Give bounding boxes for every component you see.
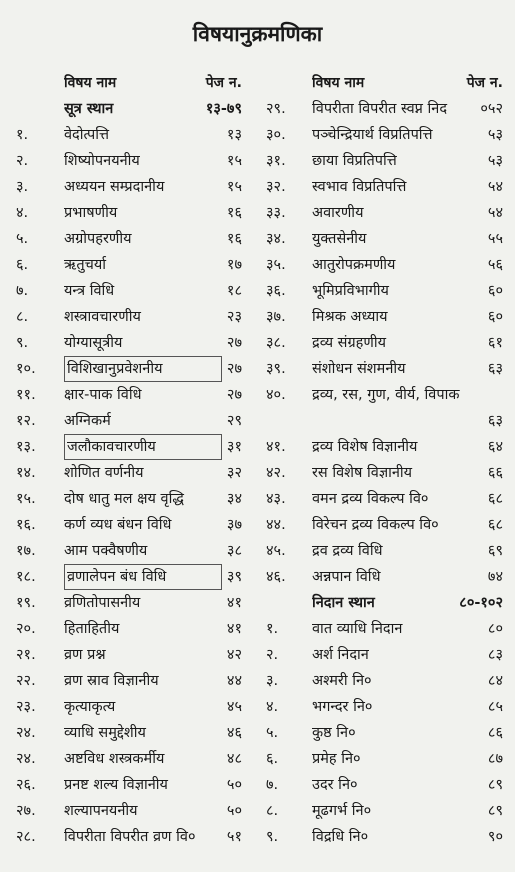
entry-title: व्याधि समुद्देशीय [64,725,146,741]
entry-title: अश्मरी नि० [312,673,372,689]
toc-entry [262,226,515,252]
toc-entry [0,460,262,486]
entry-number: ९. [16,335,29,351]
entry-title: शस्त्रावचारणीय [64,309,141,325]
entry-number: १५. [16,491,36,507]
entry-page: ८० [487,621,503,637]
entry-page: ५४ [487,205,503,221]
entry-number: ३६. [266,283,286,299]
entry-number: ५. [266,725,279,741]
entry-page: २७ [226,361,242,377]
entry-page: ६३ [487,361,503,377]
toc-entry [262,304,515,330]
entry-number: १३. [16,439,36,455]
entry-title: यन्त्र विधि [64,283,115,299]
entry-number: १९. [16,595,36,611]
entry-number: ६. [16,257,29,273]
toc-entry [262,668,515,694]
entry-title: जलौकावचारणीय [64,434,222,460]
toc-entry [0,642,262,668]
entry-number: ३४. [266,231,286,247]
entry-page: ५१ [226,829,242,845]
header-subject: विषय नाम [312,75,365,91]
entry-title: आम पक्वैषणीय [64,543,148,559]
toc-entry [262,486,515,512]
entry-page: १७ [226,257,242,273]
entry-page: २९ [226,413,242,429]
toc-entry [0,694,262,720]
toc-entry [0,330,262,356]
entry-title: द्रव्य संग्रहणीय [312,335,387,351]
toc-entry [0,798,262,824]
entry-page: ६० [487,283,503,299]
entry-number: २९. [266,101,286,117]
entry-page: १५ [226,179,242,195]
header-page: पेज न. [205,75,242,91]
entry-title: शल्यापनयनीय [64,803,138,819]
entry-page: ८३ [487,647,503,663]
toc-entry [262,252,515,278]
entry-title: अष्टविध शस्त्रकर्मीय [64,751,165,767]
entry-title: संशोधन संशमनीय [312,361,406,377]
toc-entry [0,200,262,226]
entry-title: कुष्ठ नि० [312,725,356,741]
entry-title: ऋतुचर्या [64,257,107,273]
entry-page: २७ [226,387,242,403]
toc-entry [262,382,515,434]
entry-title: द्रव्य, रस, गुण, वीर्य, विपाक [312,387,460,403]
entry-title: द्रव द्रव्य विधि [312,543,383,559]
entry-number: ३८. [266,335,286,351]
entry-page: ३९ [226,569,242,585]
entry-page: ०५२ [480,101,503,117]
entry-title: विशिखानुप्रवेशनीय [64,356,222,382]
entry-title: सूत्र स्थान [64,101,114,117]
entry-number: ३७. [266,309,286,325]
entry-page: ६९ [487,543,503,559]
toc-entry [0,304,262,330]
entry-page: ४१ [226,621,242,637]
entry-page: ४८ [226,751,242,767]
toc-entry [0,538,262,564]
entry-title: उदर नि० [312,777,358,793]
entry-title: मूढगर्भ नि० [312,803,372,819]
toc-entry [0,408,262,434]
entry-page: १३-७९ [205,101,242,117]
toc-entry [0,590,262,616]
entry-page: ४१ [226,595,242,611]
entry-page: ६६ [487,465,503,481]
entry-number: ३५. [266,257,286,273]
entry-number: ३३. [266,205,286,221]
entry-number: १. [266,621,279,637]
entry-page: ७४ [487,569,503,585]
entry-title: हिताहितीय [64,621,120,637]
toc-entry [262,174,515,200]
entry-number: १७. [16,543,36,559]
toc-entry [0,772,262,798]
entry-number: २७. [16,803,36,819]
header-subject: विषय नाम [64,75,117,91]
entry-page: ६४ [487,439,503,455]
entry-title: छाया विप्रतिपत्ति [312,153,397,169]
entry-page: ४५ [226,699,242,715]
toc-header [0,70,262,96]
toc-entry [0,824,262,850]
entry-title: मिश्रक अध्याय [312,309,388,325]
toc-entry [262,564,515,590]
entry-title: रस विशेष विज्ञानीय [312,465,413,481]
toc-entry [262,720,515,746]
toc-section-heading [0,96,262,122]
entry-title: द्रव्य विशेष विज्ञानीय [312,439,418,455]
entry-number: ३०. [266,127,286,143]
entry-number: १. [16,127,29,143]
toc-column-right [262,70,515,850]
entry-number: ४६. [266,569,286,585]
toc-entry [0,616,262,642]
toc-entry [262,434,515,460]
entry-number: ८. [16,309,29,325]
entry-number: ४२. [266,465,286,481]
entry-title: वेदोत्पत्ति [64,127,110,143]
entry-title: प्रभाषणीय [64,205,118,221]
entry-number: २२. [16,673,36,689]
entry-number: ४४. [266,517,286,533]
entry-title: विद्रधि नि० [312,829,369,845]
entry-title: योग्यासूत्रीय [64,335,123,351]
entry-number: ७. [16,283,29,299]
entry-number: ११. [16,387,36,403]
entry-page: ८९ [487,803,503,819]
entry-page: ९० [487,829,503,845]
entry-page: ६० [487,309,503,325]
toc-entry [262,278,515,304]
toc-entry [262,538,515,564]
toc-entry [262,824,515,850]
toc-entry [262,772,515,798]
toc-entry [262,798,515,824]
entry-number: ४१. [266,439,286,455]
toc-entry [0,148,262,174]
entry-page: ५० [226,777,242,793]
toc-entry [262,200,515,226]
toc-entry [0,434,262,460]
entry-number: २८. [16,829,36,845]
entry-number: ५. [16,231,29,247]
entry-page: ६८ [487,517,503,533]
entry-page: २३ [226,309,242,325]
entry-page: ८०-१०२ [459,595,503,611]
entry-title: प्रनष्ट शल्य विज्ञानीय [64,777,168,793]
entry-number: २३. [16,699,36,715]
entry-page: ५० [226,803,242,819]
entry-number: १६. [16,517,36,533]
toc-entry [0,174,262,200]
entry-page: ८६ [487,725,503,741]
entry-number: २. [266,647,279,663]
toc-entry [262,694,515,720]
entry-title: विपरीता विपरीत व्रण वि० [64,829,196,845]
entry-number: ९. [266,829,279,845]
entry-page: ५४ [487,179,503,195]
entry-title: भगन्दर नि० [312,699,373,715]
toc-entry [262,512,515,538]
entry-page: ८९ [487,777,503,793]
entry-title: शोणित वर्णनीय [64,465,144,481]
entry-number: २१. [16,647,36,663]
entry-page: १५ [226,153,242,169]
entry-number: ७. [266,777,279,793]
entry-title: आतुरोपक्रमणीय [312,257,396,273]
toc-entry [0,356,262,382]
toc-entry [0,564,262,590]
entry-title: अग्निकर्म [64,413,111,429]
entry-number: २४. [16,751,36,767]
toc-entry [0,668,262,694]
entry-page: ८५ [487,699,503,715]
entry-title: भूमिप्रविभागीय [312,283,389,299]
entry-number: २. [16,153,29,169]
entry-title: विपरीता विपरीत स्वप्न निद [312,101,448,117]
entry-title: वात व्याधि निदान [312,621,403,637]
entry-page: ६१ [487,335,503,351]
entry-number: १०. [16,361,36,377]
entry-title: व्रणितोपासनीय [64,595,141,611]
entry-number: ४३. [266,491,286,507]
toc-entry [0,486,262,512]
toc-entry [0,122,262,148]
entry-title: प्रमेह नि० [312,751,361,767]
entry-number: ८. [266,803,279,819]
toc-entry [0,278,262,304]
entry-page: ६३ [487,413,503,429]
toc-entry [262,356,515,382]
entry-number: २४. [16,725,36,741]
page-title: विषयानुक्रमणिका [192,22,323,46]
entry-page: ४२ [226,647,242,663]
toc-entry [262,330,515,356]
entry-title: कर्ण व्यध बंधन विधि [64,517,172,533]
entry-page: २७ [226,335,242,351]
entry-number: १८. [16,569,36,585]
entry-title: वमन द्रव्य विकल्प वि० [312,491,429,507]
entry-page: ८७ [487,751,503,767]
entry-number: ६. [266,751,279,767]
entry-page: १६ [226,205,242,221]
entry-page: १८ [226,283,242,299]
entry-title: अध्ययन सम्प्रदानीय [64,179,165,195]
entry-title: अर्श निदान [312,647,369,663]
entry-number: २०. [16,621,36,637]
entry-title: कृत्याकृत्य [64,699,116,715]
entry-page: ४६ [226,725,242,741]
entry-title: दोष धातु मल क्षय वृद्धि [64,491,184,507]
entry-page: १३ [226,127,242,143]
entry-number: ३. [16,179,29,195]
entry-number: ३९. [266,361,286,377]
toc-entry [0,252,262,278]
entry-page: ४४ [226,673,242,689]
toc-entry [262,460,515,486]
entry-number: ४०. [266,387,286,403]
entry-page: ३४ [226,491,242,507]
entry-page: ३१ [226,439,242,455]
entry-page: ८४ [487,673,503,689]
entry-title: व्रण स्राव विज्ञानीय [64,673,159,689]
entry-page: ५३ [487,127,503,143]
toc-entry [0,746,262,772]
toc-column-left [0,70,262,850]
entry-page: ३७ [226,517,242,533]
entry-title: शिष्योपनयनीय [64,153,140,169]
entry-page: १६ [226,231,242,247]
entry-title: व्रणालेपन बंध विधि [64,564,222,590]
entry-title: स्वभाव विप्रतिपत्ति [312,179,407,195]
entry-title: विरेचन द्रव्य विकल्प वि० [312,517,439,533]
toc-entry [262,642,515,668]
toc-entry [262,148,515,174]
entry-number: २६. [16,777,36,793]
toc-entry [262,96,515,122]
entry-page: ५३ [487,153,503,169]
entry-title: व्रण प्रश्न [64,647,106,663]
entry-title: अग्रोपहरणीय [64,231,132,247]
toc-section-heading [262,590,515,616]
entry-number: ४. [266,699,279,715]
entry-number: १२. [16,413,36,429]
header-page: पेज न. [466,75,503,91]
entry-number: १४. [16,465,36,481]
entry-title: युक्तसेनीय [312,231,367,247]
entry-page: ३८ [226,543,242,559]
entry-number: ४५. [266,543,286,559]
toc-entry [0,226,262,252]
toc-entry [0,382,262,408]
toc-entry [262,122,515,148]
entry-title: निदान स्थान [312,595,375,611]
entry-number: ३१. [266,153,286,169]
toc-entry [0,720,262,746]
entry-page: ५६ [487,257,503,273]
entry-page: ३२ [226,465,242,481]
entry-number: ३२. [266,179,286,195]
entry-page: ६८ [487,491,503,507]
entry-title: पञ्चेन्द्रियार्थ विप्रतिपत्ति [312,127,433,143]
toc-entry [262,746,515,772]
entry-number: ३. [266,673,279,689]
toc-entry [0,512,262,538]
entry-page: ५५ [487,231,503,247]
entry-title: अवारणीय [312,205,364,221]
toc-header [262,70,515,96]
toc-entry [262,616,515,642]
entry-title: अन्नपान विधि [312,569,381,585]
entry-title: क्षार-पाक विधि [64,387,142,403]
entry-number: ४. [16,205,29,221]
